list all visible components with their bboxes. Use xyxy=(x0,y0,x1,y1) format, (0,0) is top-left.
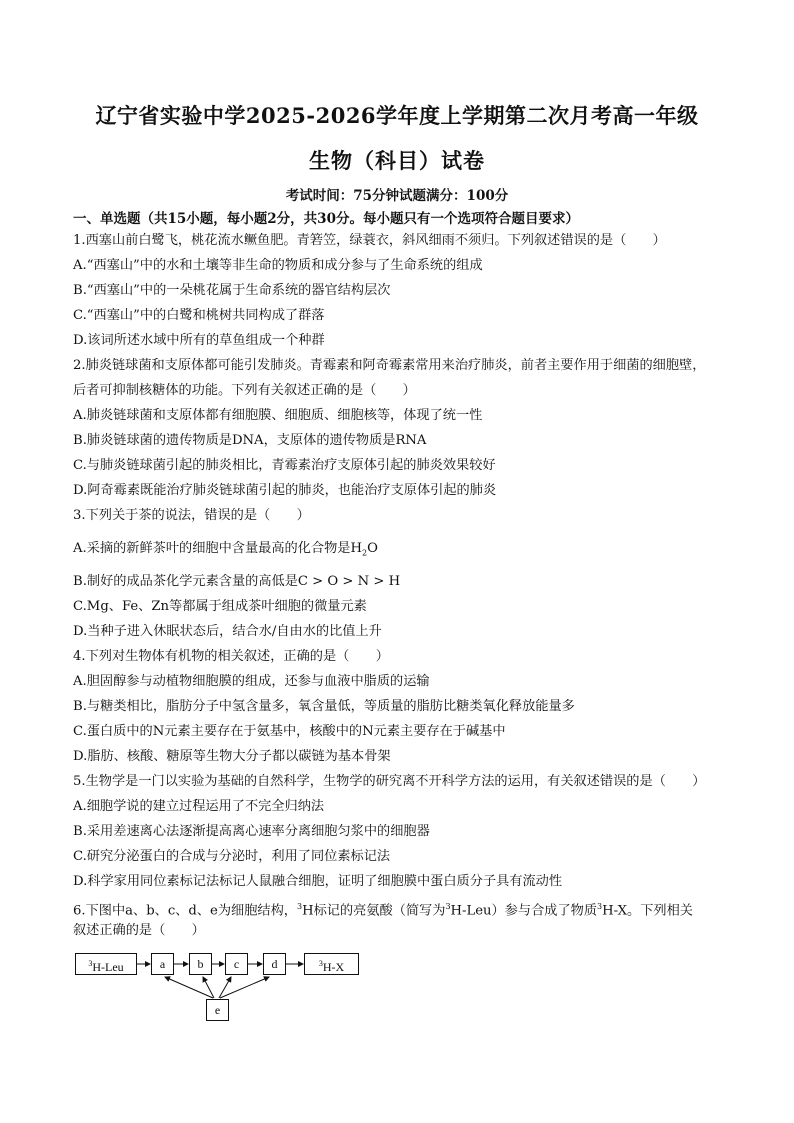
question-2-option-d: D.阿奇霉素既能治疗肺炎链球菌引起的肺炎，也能治疗支原体引起的肺炎 xyxy=(73,483,497,498)
arrow-e-to-c xyxy=(219,977,231,998)
question-3-option-a xyxy=(73,540,378,563)
diagram-node-e: e xyxy=(206,999,229,1021)
question-6-stem-line1 xyxy=(73,898,693,920)
superscript: 3 xyxy=(318,959,323,968)
exam-title: 辽宁省实验中学2025-2026学年度上学期第二次月考高一年级 xyxy=(95,103,699,128)
diagram-node-c: c xyxy=(225,953,248,975)
question-6-stem-part4: H-X。下列相关 xyxy=(602,903,693,919)
question-5-option-c: C.研究分泌蛋白的合成与分泌时，利用了同位素标记法 xyxy=(73,849,391,864)
diagram-node-b: b xyxy=(189,953,212,975)
question-2-stem-line2: 后者可抑制核糖体的功能。下列有关叙述正确的是（ ） xyxy=(73,383,416,398)
question-5-option-d: D.科学家用同位素标记法标记人鼠融合细胞，证明了细胞膜中蛋白质分子具有流动性 xyxy=(73,874,563,889)
section-heading: 一、单选题（共15小题，每小题2分，共30分。每小题只有一个选项符合题目要求） xyxy=(73,211,579,227)
superscript: 3 xyxy=(296,902,303,911)
arrow-e-to-a xyxy=(165,977,213,998)
question-4-option-a: A.胆固醇参与动植物细胞膜的组成，还参与血液中脂质的运输 xyxy=(73,674,430,689)
question-1-option-b: B.“西塞山”中的一朵桃花属于生命系统的器官结构层次 xyxy=(73,283,391,298)
question-3-stem: 3.下列关于茶的说法，错误的是（ ） xyxy=(73,508,310,523)
cell-structure-flow-diagram xyxy=(73,950,373,1030)
question-1-stem: 1.西塞山前白鹭飞，桃花流水鳜鱼肥。青箬笠，绿蓑衣，斜风细雨不须归。下列叙述错误的是（ ） xyxy=(73,233,666,248)
question-2-option-b: B.肺炎链球菌的遗传物质是DNA，支原体的遗传物质是RNA xyxy=(73,433,427,448)
question-4-option-d: D.脂肪、核酸、糖原等生物大分子都以碳链为基本骨架 xyxy=(73,749,391,764)
question-1-option-c: C.“西塞山”中的白鹭和桃树共同构成了群落 xyxy=(73,308,325,323)
question-4-stem: 4.下列对生物体有机物的相关叙述，正确的是（ ） xyxy=(73,649,389,664)
question-3-option-a-text: A.采摘的新鲜茶叶的细胞中含量最高的化合物是H xyxy=(73,541,362,556)
superscript: 3 xyxy=(88,959,93,968)
subscript: 2 xyxy=(361,548,368,558)
diagram-node-a: a xyxy=(151,953,174,975)
question-5-stem: 5.生物学是一门以实验为基础的自然科学，生物学的研究离不开科学方法的运用，有关叙述错误的是（ ） xyxy=(73,774,706,789)
question-1-option-a: A.“西塞山”中的水和土壤等非生命的物质和成分参与了生命系统的组成 xyxy=(73,258,483,273)
question-4-option-b: B.与糖类相比，脂肪分子中氢含量多，氧含量低，等质量的脂肪比糖类氧化释放能量多 xyxy=(73,699,575,714)
diagram-node-start xyxy=(75,953,137,975)
superscript: 3 xyxy=(445,902,451,911)
exam-info: 考试时间：75分钟试题满分：100分 xyxy=(285,188,509,204)
question-2-option-c: C.与肺炎链球菌引起的肺炎相比，青霉素治疗支原体引起的肺炎效果较好 xyxy=(73,458,496,473)
question-5-option-b: B.采用差速离心法逐渐提高离心速率分离细胞匀浆中的细胞器 xyxy=(73,824,430,839)
question-6-stem-line2: 叙述正确的是（ ） xyxy=(73,923,205,938)
question-1-option-d: D.该词所述水域中所有的草鱼组成一个种群 xyxy=(73,333,325,348)
diagram-node-end xyxy=(304,953,359,975)
question-6-stem-part2: H标记的亮氨酸（简写为 xyxy=(302,903,446,919)
diagram-node-d: d xyxy=(263,953,286,975)
arrow-e-to-d xyxy=(220,977,269,998)
diagram-node-start-label: H-Leu xyxy=(92,960,124,974)
question-5-option-a: A.细胞学说的建立过程运用了不完全归纳法 xyxy=(73,799,325,814)
question-3-option-d: D.当种子进入休眠状态后，结合水/自由水的比值上升 xyxy=(73,624,382,639)
question-2-stem-line1: 2.肺炎链球菌和支原体都可能引发肺炎。青霉素和阿奇霉素常用来治疗肺炎，前者主要作用于细菌的细胞壁， xyxy=(73,358,706,373)
question-2-option-a: A.肺炎链球菌和支原体都有细胞膜、细胞质、细胞核等，体现了统一性 xyxy=(73,408,483,423)
question-3-option-a-tail: O xyxy=(367,541,378,556)
question-6-stem-part3: H-Leu）参与合成了物质 xyxy=(450,903,598,919)
exam-subject-title: 生物（科目）试卷 xyxy=(309,148,485,173)
superscript: 3 xyxy=(597,902,603,911)
question-3-option-c: C.Mg、Fe、Zn等都属于组成茶叶细胞的微量元素 xyxy=(73,599,367,614)
diagram-node-end-label: H-X xyxy=(322,960,345,974)
question-3-option-b: B.制好的成品茶化学元素含量的高低是C > O > N > H xyxy=(73,574,401,589)
question-4-option-c: C.蛋白质中的N元素主要存在于氨基中，核酸中的N元素主要存在于碱基中 xyxy=(73,724,506,739)
question-6-stem-part1: 6.下图中a、b、c、d、e为细胞结构， xyxy=(73,903,297,919)
